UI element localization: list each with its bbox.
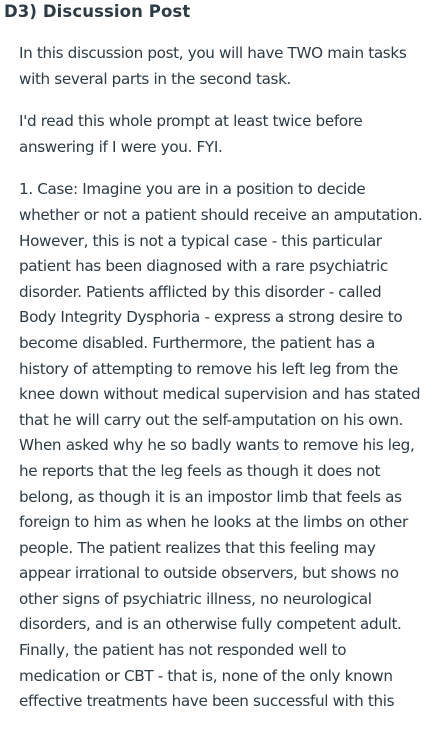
text-line: Finally, the patient has not responded well to	[19, 641, 347, 660]
text-line: appear irrational to outside observers, but shows no	[19, 564, 399, 583]
text-line: with several parts in the second task.	[19, 69, 292, 88]
text-line: belong, as though it is an impostor limb that feels as	[19, 487, 402, 506]
text-line: 1. Case: Imagine you are in a position to decide	[19, 180, 366, 199]
post-title: D3) Discussion Post	[4, 2, 191, 21]
text-line: knee down without medical supervision and has stated	[19, 385, 421, 404]
text-line: However, this is not a typical case - this particular	[19, 231, 382, 250]
text-line: he reports that the leg feels as though it does not	[19, 461, 381, 480]
post-body	[19, 41, 439, 732]
text-line: history of attempting to remove his left leg from the	[19, 359, 398, 378]
text-line: patient has been diagnosed with a rare psychiatric	[19, 257, 388, 276]
text-line: people. The patient realizes that this feeling may	[19, 538, 376, 557]
text-line: In this discussion post, you will have TWO main tasks	[19, 44, 407, 62]
text-line: disorder. Patients afflicted by this disorder - called	[19, 282, 382, 301]
case-paragraph	[19, 177, 439, 714]
text-line: answering if I were you. FYI.	[19, 137, 223, 156]
text-line: whether or not a patient should receive an amputation.	[19, 205, 423, 224]
text-line: that he will carry out the self-amputation on his own.	[19, 410, 404, 429]
text-line: effective treatments have been successful with this	[19, 692, 395, 711]
intro-paragraph	[19, 41, 439, 92]
text-line: other signs of psychiatric illness, no neurological	[19, 589, 372, 608]
text-line: Body Integrity Dysphoria - express a strong desire to	[19, 308, 403, 327]
text-line: medication or CBT - that is, none of the only known	[19, 666, 393, 685]
advice-paragraph	[19, 109, 439, 160]
text-line: When asked why he so badly wants to remove his leg,	[19, 436, 415, 455]
text-line: foreign to him as when he looks at the limbs on other	[19, 513, 408, 532]
text-line: become disabled. Furthermore, the patient has a	[19, 333, 375, 352]
text-line: I'd read this whole prompt at least twice before	[19, 112, 363, 131]
text-line: disorders, and is an otherwise fully competent adult.	[19, 615, 402, 634]
